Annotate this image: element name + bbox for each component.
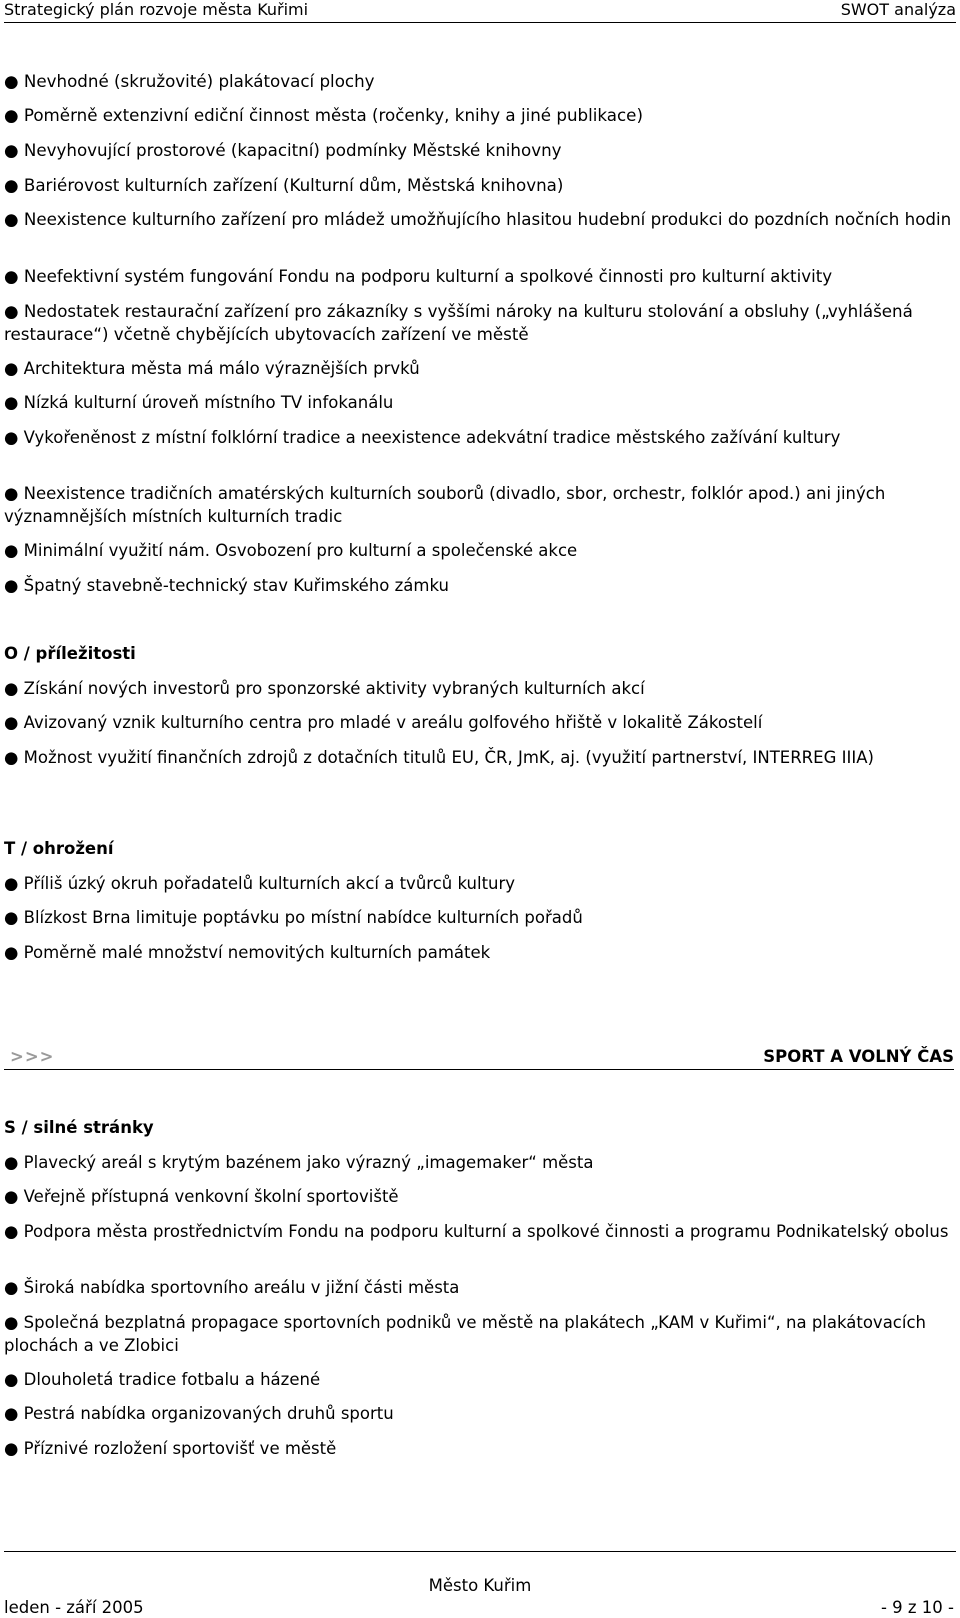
item-text: Široká nabídka sportovního areálu v jižní části města — [23, 1278, 460, 1297]
bullet-icon: ● — [4, 266, 19, 286]
bullet-icon: ● — [4, 1153, 19, 1172]
list-item — [4, 174, 954, 197]
footer-date: leden - září 2005 — [4, 1598, 144, 1617]
list-item — [4, 872, 954, 895]
list-item — [4, 1402, 954, 1425]
bullet-icon: ● — [4, 1187, 19, 1206]
list-item — [4, 539, 954, 562]
bullet-icon: ● — [4, 748, 19, 767]
bullet-icon: ● — [4, 1278, 19, 1297]
list-item — [4, 1311, 954, 1357]
item-text: Neexistence tradičních amatérských kulturních souborů (divadlo, sbor, orchestr, folklór apod.) ani jiných významnějších místních kulturních tradic — [4, 484, 886, 526]
list-item — [4, 941, 954, 964]
bullet-icon: ● — [4, 175, 19, 195]
page-number: - 9 z 10 - — [880, 1598, 954, 1617]
bullet-icon: ● — [4, 71, 19, 91]
bullet-icon: ● — [4, 393, 19, 412]
bullet-icon: ● — [4, 1404, 19, 1423]
bullet-icon: ● — [4, 874, 19, 893]
list-item — [4, 746, 954, 769]
list-item — [4, 104, 954, 127]
item-text: Nevyhovující prostorové (kapacitní) podmínky Městské knihovny — [23, 140, 562, 160]
list-item — [4, 482, 954, 528]
bullet-icon: ● — [4, 359, 19, 378]
bullet-icon: ● — [4, 541, 19, 560]
list-item — [4, 711, 954, 734]
document-section: SWOT analýza — [840, 0, 956, 19]
list-item — [4, 208, 954, 231]
item-text: Společná bezplatná propagace sportovních podniků ve městě na plakátech „KAM v Kuřimi“, na plakátovacích plochách a ve Zlobici — [4, 1313, 926, 1355]
section-arrow-link[interactable]: >>> — [10, 1047, 55, 1066]
bullet-icon: ● — [4, 908, 19, 927]
list-item — [4, 1368, 954, 1391]
item-text: Příznivé rozložení sportovišť ve městě — [23, 1439, 337, 1458]
list-item — [4, 391, 954, 414]
list-item — [4, 1437, 954, 1460]
item-text: Nedostatek restaurační zařízení pro zákazníky s vyššími nároky na kulturu stolování a obsluhy („vyhlášená restaurace“) včetně chybějících ubytovacích zařízení ve městě — [4, 301, 913, 344]
section-title: SPORT A VOLNÝ ČAS — [763, 1047, 954, 1066]
item-text: Poměrně malé množství nemovitých kulturních památek — [23, 943, 491, 962]
item-text: Bariérovost kulturních zařízení (Kulturní dům, Městská knihovna) — [23, 175, 564, 195]
item-text: Získání nových investorů pro sponzorské aktivity vybraných kulturních akcí — [23, 679, 645, 698]
list-item — [4, 1220, 954, 1243]
item-text: Špatný stavebně-technický stav Kuřimského zámku — [23, 576, 449, 595]
bullet-icon: ● — [4, 301, 19, 321]
bullet-icon: ● — [4, 943, 19, 962]
bullet-icon: ● — [4, 713, 19, 732]
item-text: Minimální využití nám. Osvobození pro kulturní a společenské akce — [23, 541, 578, 560]
bullet-icon: ● — [4, 105, 19, 125]
section-nav — [4, 1045, 954, 1070]
list-item — [4, 139, 954, 162]
bullet-icon: ● — [4, 484, 19, 503]
item-text: Plavecký areál s krytým bazénem jako výrazný „imagemaker“ města — [23, 1153, 594, 1172]
item-text: Nevhodné (skružovité) plakátovací plochy — [23, 71, 375, 91]
bullet-icon: ● — [4, 428, 19, 447]
bullet-icon: ● — [4, 209, 19, 229]
list-item — [4, 677, 954, 700]
item-text: Pestrá nabídka organizovaných druhů sportu — [23, 1404, 394, 1423]
threats-heading: T / ohrožení — [4, 839, 114, 858]
list-item — [4, 357, 954, 380]
list-item — [4, 426, 954, 449]
item-text: Poměrně extenzivní ediční činnost města (ročenky, knihy a jiné publikace) — [23, 105, 643, 125]
item-text: Architektura města má málo výraznějších prvků — [23, 359, 420, 378]
list-item — [4, 300, 954, 346]
item-text: Podpora města prostřednictvím Fondu na podporu kulturní a spolkové činnosti a programu Podnikatelský obolus — [23, 1222, 949, 1241]
opportunities-heading: O / příležitosti — [4, 644, 136, 663]
item-text: Veřejně přístupná venkovní školní sportoviště — [23, 1187, 399, 1206]
page-header — [4, 0, 956, 23]
item-text: Nízká kulturní úroveň místního TV infokanálu — [23, 393, 394, 412]
list-item — [4, 70, 954, 93]
bullet-icon: ● — [4, 576, 19, 595]
item-text: Avizovaný vznik kulturního centra pro mladé v areálu golfového hřiště v lokalitě Zákostelí — [23, 713, 763, 732]
item-text: Blízkost Brna limituje poptávku po místní nabídce kulturních pořadů — [23, 908, 583, 927]
bullet-icon: ● — [4, 679, 19, 698]
list-item — [4, 574, 954, 597]
bullet-icon: ● — [4, 1313, 19, 1332]
footer-organization: Město Kuřim — [428, 1576, 532, 1595]
bullet-icon: ● — [4, 1439, 19, 1458]
item-text: Možnost využití finančních zdrojů z dotačních titulů EU, ČR, JmK, aj. (využití partnerství, INTERREG IIIA) — [23, 748, 874, 767]
bullet-icon: ● — [4, 1222, 19, 1241]
list-item — [4, 1151, 954, 1174]
document-title: Strategický plán rozvoje města Kuřimi — [4, 0, 309, 19]
strengths-heading: S / silné stránky — [4, 1118, 154, 1137]
list-item — [4, 1276, 954, 1299]
item-text: Dlouholetá tradice fotbalu a házené — [23, 1370, 321, 1389]
footer-divider — [4, 1551, 956, 1552]
list-item — [4, 1185, 954, 1208]
item-text: Neexistence kulturního zařízení pro mládež umožňujícího hlasitou hudební produkci do pozdních nočních hodin — [23, 209, 952, 229]
item-text: Příliš úzký okruh pořadatelů kulturních akcí a tvůrců kultury — [23, 874, 516, 893]
item-text: Vykořeněnost z místní folklórní tradice a neexistence adekvátní tradice městského zažívání kultury — [23, 428, 841, 447]
bullet-icon: ● — [4, 1370, 19, 1389]
list-item — [4, 265, 954, 288]
item-text: Neefektivní systém fungování Fondu na podporu kulturní a spolkové činnosti pro kulturní aktivity — [23, 266, 833, 286]
bullet-icon: ● — [4, 140, 19, 160]
list-item — [4, 906, 954, 929]
